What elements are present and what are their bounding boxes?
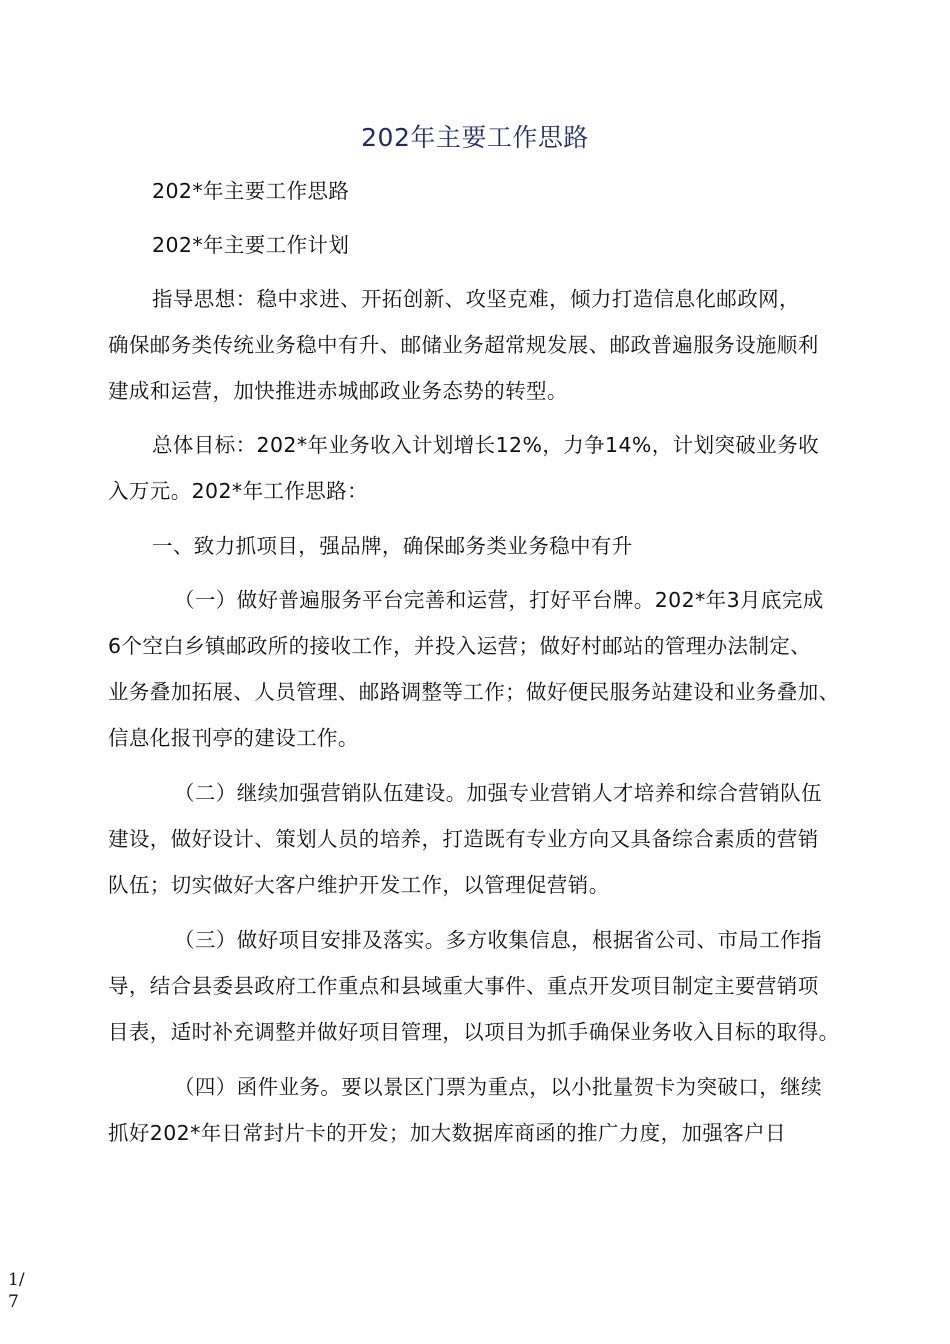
paragraph-line: 目表，适时补充调整并做好项目管理，以项目为抓手确保业务收入目标的取得。 [108, 1020, 840, 1044]
paragraph-line: （一）做好普遍服务平台完善和运营，打好平台牌。202*年3月底完成 [174, 588, 824, 612]
page-number-bottom: 7 [8, 1292, 19, 1312]
paragraph-line: （四）函件业务。要以景区门票为重点，以小批量贺卡为突破口，继续 [174, 1075, 822, 1099]
paragraph-line: 建成和运营，加快推进赤城邮政业务态势的转型。 [108, 379, 568, 403]
paragraph-line: 建设，做好设计、策划人员的培养，打造既有专业方向又具备综合素质的营销 [108, 827, 819, 851]
plan-heading-line: 202*年主要工作计划 [152, 233, 350, 257]
section-heading-line: 一、致力抓项目，强品牌，确保邮务类业务稳中有升 [152, 534, 633, 558]
paragraph-line: 信息化报刊亭的建设工作。 [108, 726, 359, 750]
page-number-top: 1/ [8, 1270, 25, 1290]
subtitle-line: 202*年主要工作思路 [152, 179, 350, 203]
paragraph-line: 业务叠加拓展、人员管理、邮路调整等工作；做好便民服务站建设和业务叠加、 [108, 680, 840, 704]
paragraph-line: 导，结合县委县政府工作重点和县域重大事件、重点开发项目制定主要营销项 [108, 974, 819, 998]
paragraph-line: 6个空白乡镇邮政所的接收工作，并投入运营；做好村邮站的管理办法制定、 [108, 634, 812, 658]
paragraph-line: （三）做好项目安排及落实。多方收集信息，根据省公司、市局工作指 [174, 928, 822, 952]
paragraph-line: 抓好202*年日常封片卡的开发；加大数据库商函的推广力度，加强客户日 [108, 1121, 786, 1145]
paragraph-line: 确保邮务类传统业务稳中有升、邮储业务超常规发展、邮政普遍服务设施顺利 [108, 333, 819, 357]
paragraph-line: 总体目标：202*年业务收入计划增长12%，力争14%，计划突破业务收 [152, 433, 820, 457]
document-title: 202年主要工作思路 [361, 123, 589, 152]
paragraph-line: 队伍；切实做好大客户维护开发工作，以管理促营销。 [108, 873, 610, 897]
paragraph-line: 入万元。202*年工作思路： [108, 479, 368, 503]
paragraph-line: （二）继续加强营销队伍建设。加强专业营销人才培养和综合营销队伍 [174, 781, 822, 805]
paragraph-line: 指导思想：稳中求进、开拓创新、攻坚克难，倾力打造信息化邮政网， [152, 287, 800, 311]
